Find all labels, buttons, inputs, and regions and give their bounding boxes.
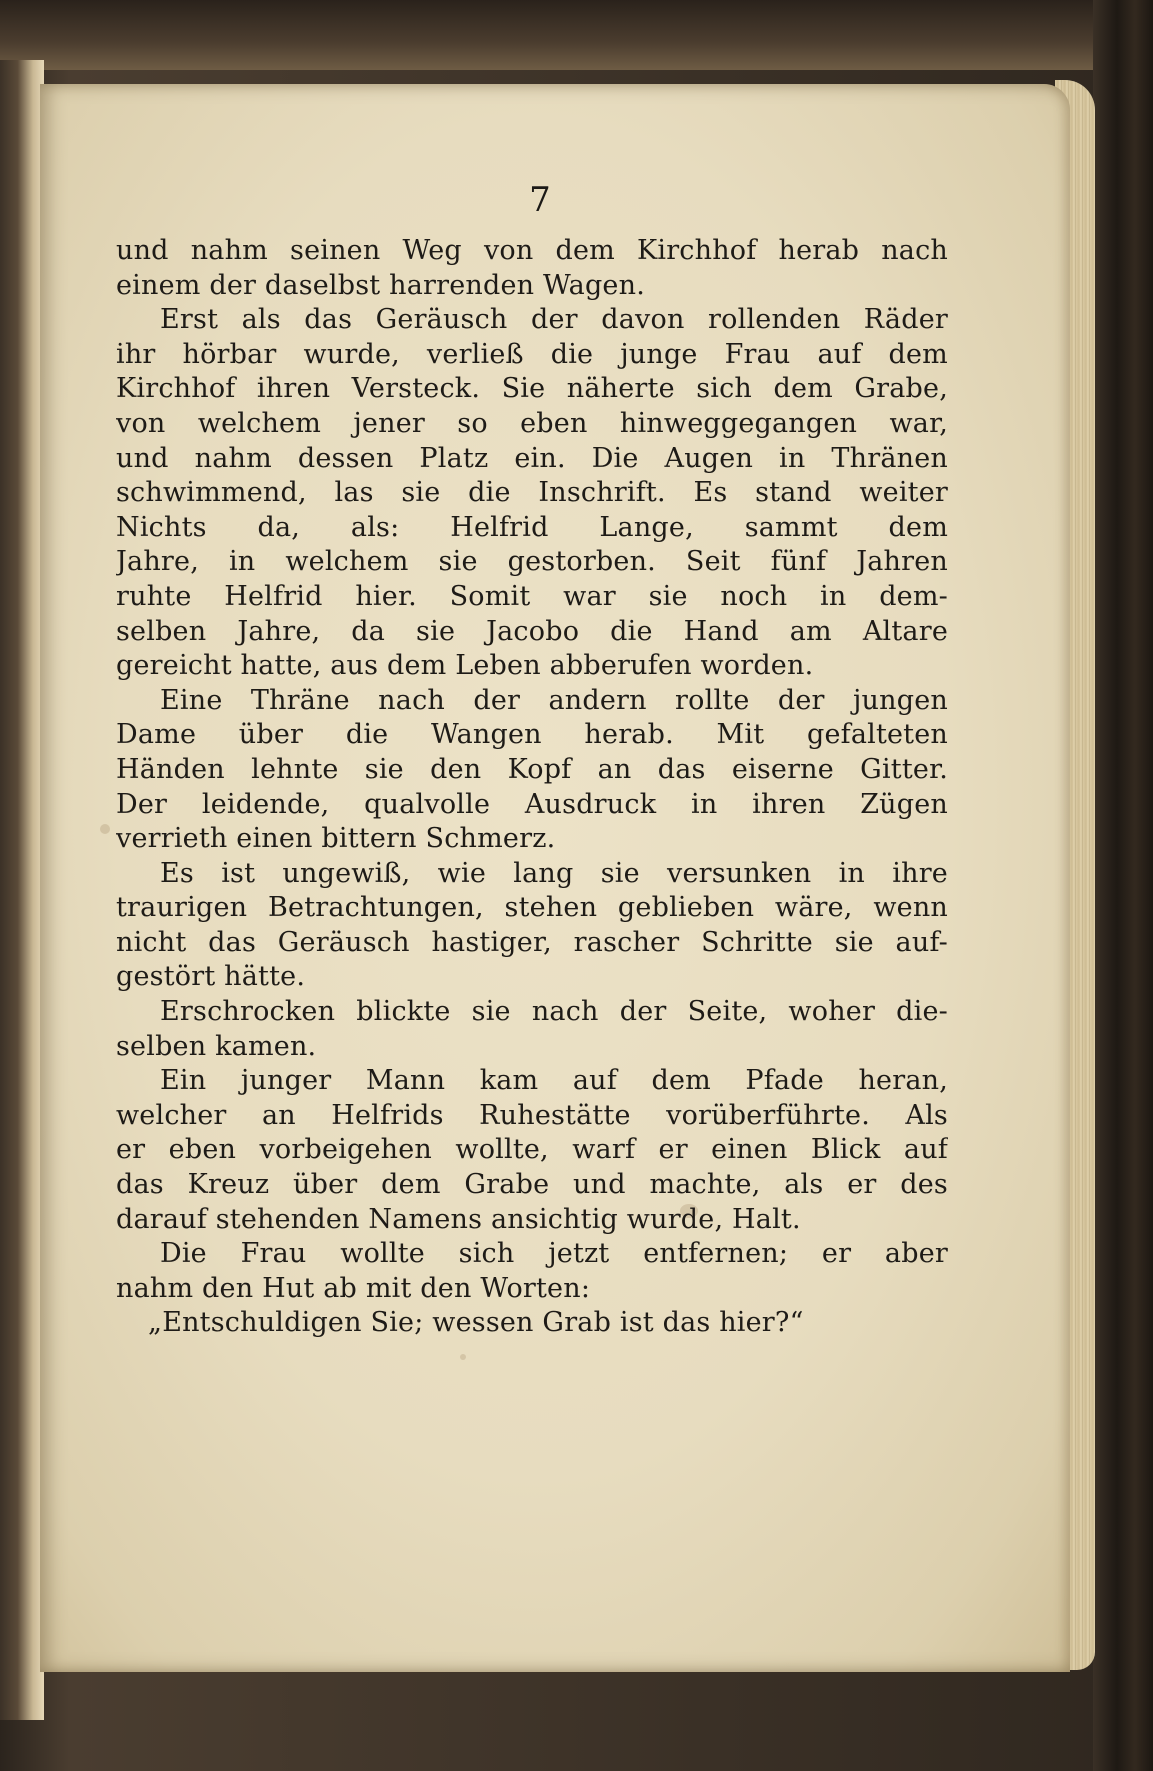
text-line: Kirchhof ihren Versteck. Sie näherte sich dem Grabe, [116,373,948,405]
page-number: 7 [529,180,551,220]
text-line: gereicht hatte, aus dem Leben abberufen worden. [116,650,814,682]
text-line: er eben vorbeigehen wollte, warf er einen Blick auf [116,1134,948,1166]
text-line: schwimmend, las sie die Inschrift. Es stand weiter [116,477,948,509]
text-line: Eine Thräne nach der andern rollte der jungen [160,684,948,716]
text-line: Jahre, in welchem sie gestorben. Seit fünf Jahren [116,546,948,578]
text-line: Die Frau wollte sich jetzt entfernen; er aber [160,1238,948,1270]
text-line: Erst als das Geräusch der davon rollenden Räder [160,304,948,336]
text-line: selben Jahre, da sie Jacobo die Hand am Altare [116,615,948,647]
paper-stain [100,824,110,834]
text-line: Erschrocken blickte sie nach der Seite, woher die- [160,996,948,1028]
book-cover-right [1093,0,1153,1771]
text-line: welcher an Helfrids Ruhestätte vorüberführte. Als [116,1099,948,1131]
text-line: Ein junger Mann kam auf dem Pfade heran, [160,1065,948,1097]
page-text [116,234,948,1341]
text-line: gestört hätte. [116,961,306,993]
paper-stain [460,1354,466,1360]
text-line: Dame über die Wangen herab. Mit gefalteten [116,719,948,751]
text-line: ruhte Helfrid hier. Somit war sie noch in dem- [116,580,948,612]
text-line: von welchem jener so eben hinweggegangen war, [116,407,948,439]
text-line: „Entschuldigen Sie; wessen Grab ist das hier?“ [148,1307,804,1339]
book-cover-top [0,0,1153,70]
text-line: und nahm dessen Platz ein. Die Augen in Thränen [116,442,948,474]
book-spine-left [0,60,44,1720]
text-line: Nichts da, als: Helfrid Lange, sammt dem [116,511,948,543]
text-line: nahm den Hut ab mit den Worten: [116,1272,591,1304]
text-line: das Kreuz über dem Grabe und machte, als er des [116,1169,948,1201]
text-line: Es ist ungewiß, wie lang sie versunken in ihre [160,857,948,889]
text-line: verrieth einen bittern Schmerz. [116,823,556,855]
text-line: traurigen Betrachtungen, stehen geblieben wäre, wenn [116,892,948,924]
text-line: Der leidende, qualvolle Ausdruck in ihren Zügen [116,788,948,820]
text-line: einem der daselbst harrenden Wagen. [116,269,645,301]
text-line: selben kamen. [116,1030,317,1062]
text-line: ihr hörbar wurde, verließ die junge Frau auf dem [116,338,948,370]
text-line: und nahm seinen Weg von dem Kirchhof herab nach [116,235,948,266]
text-line: Händen lehnte sie den Kopf an das eiserne Gitter. [116,753,948,785]
text-line: darauf stehenden Namens ansichtig wurde, Halt. [116,1203,801,1235]
text-line: nicht das Geräusch hastiger, rascher Schritte sie auf- [116,926,948,958]
